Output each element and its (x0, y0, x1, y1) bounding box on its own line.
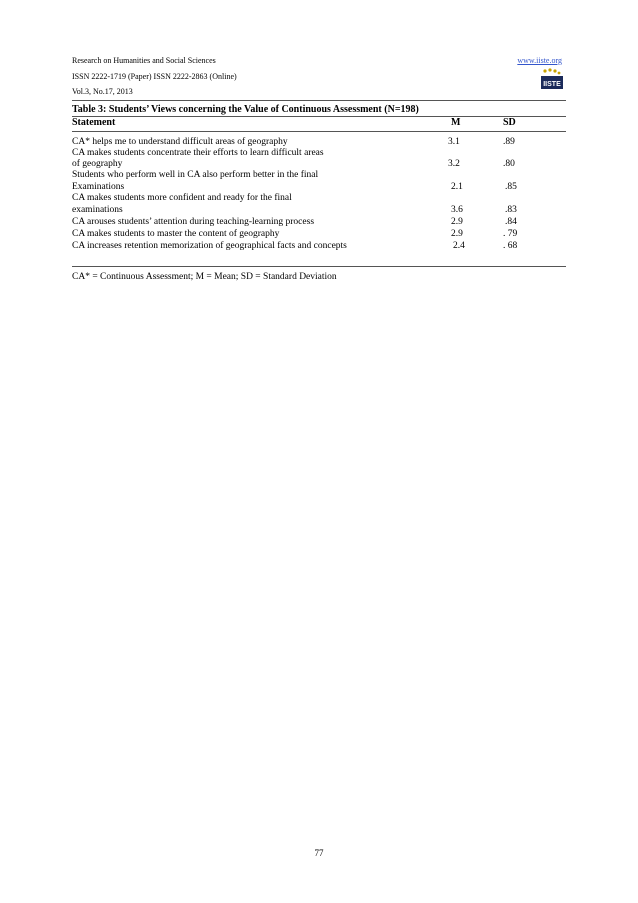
iiste-logo-icon (540, 67, 564, 91)
column-header-m: M (451, 117, 461, 128)
table-row-1-mean: 3.1 (448, 137, 460, 147)
table-row-6-sd: . 79 (503, 229, 518, 239)
logo-text: IISTE (543, 81, 561, 88)
table-row-6-mean: 2.9 (451, 229, 463, 239)
volume-line: Vol.3, No.17, 2013 (72, 87, 133, 96)
column-header-statement: Statement (72, 117, 116, 128)
table-row-1-statement-line-1: CA* helps me to understand difficult areas of geography (72, 137, 288, 147)
table-row-7-mean: 2.4 (453, 241, 465, 251)
table-row-7-statement-line-1: CA increases retention memorization of geographical facts and concepts (72, 241, 347, 251)
table-title: Table 3: Students’ Views concerning the Value of Continuous Assessment (N=198) (72, 104, 419, 115)
issn-line: ISSN 2222-1719 (Paper) ISSN 2222-2863 (Online) (72, 72, 237, 81)
table-row-2-sd: .80 (503, 159, 515, 169)
table-bottom-rule (72, 266, 566, 267)
table-row-4-mean: 3.6 (451, 205, 463, 215)
table-row-5-sd: .84 (505, 217, 517, 227)
page-number: 77 (314, 848, 324, 858)
table-row-2-statement-line-1: CA makes students concentrate their efforts to learn difficult areas (72, 148, 324, 158)
table-row-4-statement-line-2: examinations (72, 205, 123, 215)
table-row-3-mean: 2.1 (451, 182, 463, 192)
table-row-5-mean: 2.9 (451, 217, 463, 227)
table-row-4-statement-line-1: CA makes students more confident and ready for the final (72, 193, 292, 203)
table-row-5-statement-line-1: CA arouses students’ attention during teaching-learning process (72, 217, 315, 227)
table-footnote: CA* = Continuous Assessment; M = Mean; SD = Standard Deviation (72, 272, 337, 282)
table-row-2-mean: 3.2 (448, 159, 460, 169)
table-row-4-sd: .83 (505, 205, 517, 215)
header-rule (72, 100, 566, 101)
table-top-rule (72, 116, 566, 117)
journal-name: Research on Humanities and Social Sciences (72, 56, 216, 65)
table-row-6-statement-line-1: CA makes students to master the content of geography (72, 229, 280, 239)
table-row-3-statement-line-1: Students who perform well in CA also perform better in the final (72, 170, 319, 180)
table-row-3-sd: .85 (505, 182, 517, 192)
column-header-sd: SD (503, 117, 516, 128)
table-row-3-statement-line-2: Examinations (72, 182, 125, 192)
table-row-7-sd: . 68 (503, 241, 518, 251)
table-row-2-statement-line-2: of geography (72, 159, 123, 169)
header-bottom-rule (72, 131, 566, 132)
website-link[interactable]: www.iiste.org (517, 56, 562, 65)
table-row-1-sd: .89 (503, 137, 515, 147)
